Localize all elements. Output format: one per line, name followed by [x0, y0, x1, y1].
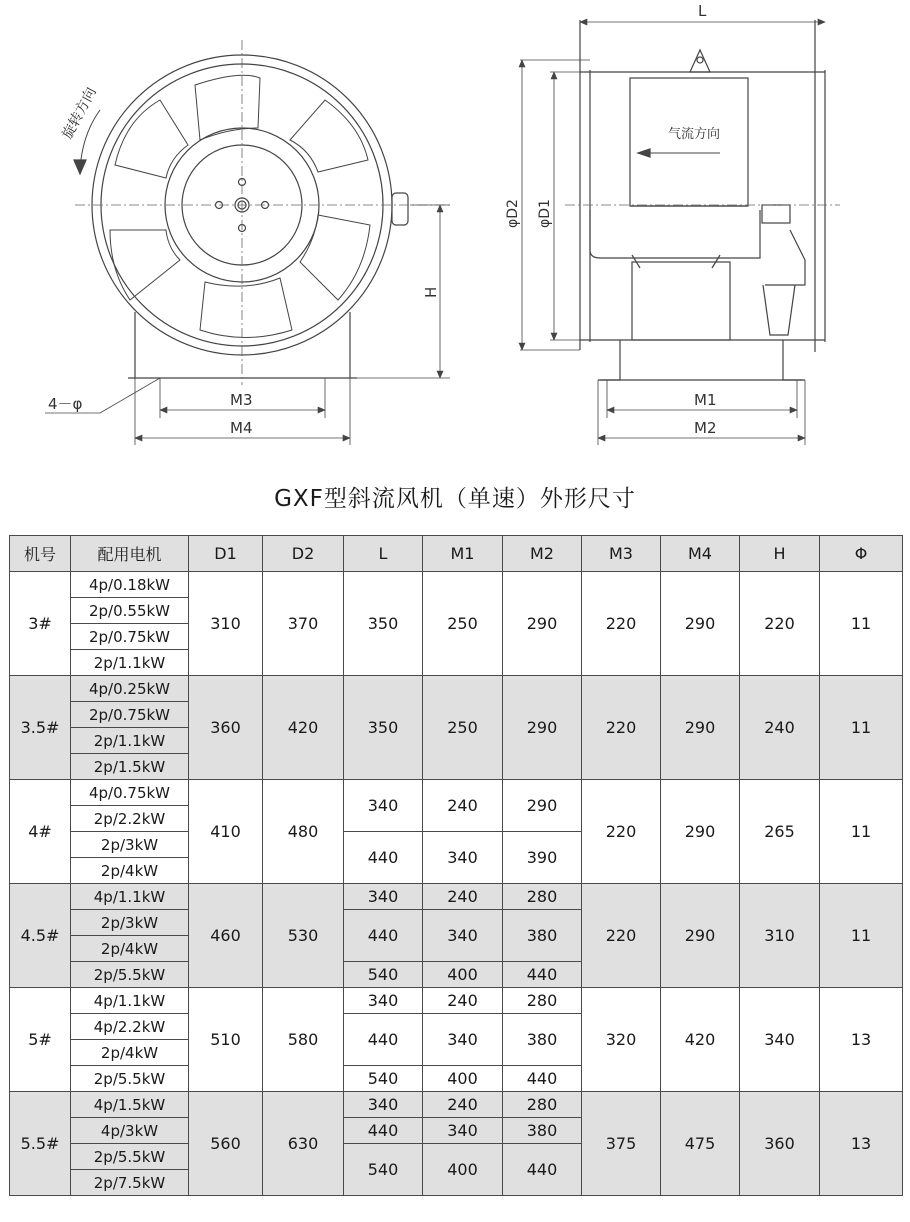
l-cell: 540	[344, 1066, 423, 1092]
motor-cell: 2p/1.5kW	[71, 754, 189, 780]
d2-cell: 420	[263, 676, 344, 780]
table-row	[10, 780, 903, 806]
motor-cell: 2p/7.5kW	[71, 1170, 189, 1196]
l-cell: 540	[344, 962, 423, 988]
m2-cell: 380	[503, 1118, 582, 1144]
motor-cell: 2p/5.5kW	[71, 1066, 189, 1092]
m1-cell: 340	[423, 1014, 503, 1066]
col-header: M3	[582, 536, 661, 572]
m2-cell: 380	[503, 910, 582, 962]
col-header: M2	[503, 536, 582, 572]
m3-cell: 220	[582, 884, 661, 988]
h-cell: 265	[740, 780, 820, 884]
m1-cell: 400	[423, 1144, 503, 1196]
m3-cell: 220	[582, 572, 661, 676]
d1-cell: 360	[189, 676, 263, 780]
d1-cell: 510	[189, 988, 263, 1092]
m3-cell: 220	[582, 676, 661, 780]
hole-label: 4－φ	[48, 395, 83, 413]
m3-cell: 375	[582, 1092, 661, 1196]
m4-cell: 290	[661, 780, 740, 884]
m1-cell: 240	[423, 1092, 503, 1118]
motor-cell: 2p/4kW	[71, 858, 189, 884]
motor-cell: 2p/3kW	[71, 832, 189, 858]
l-cell: 340	[344, 1092, 423, 1118]
model-cell: 5#	[10, 988, 71, 1092]
airflow-direction-label: 气流方向	[668, 127, 721, 142]
l-cell: 440	[344, 1014, 423, 1066]
m2-cell: 440	[503, 962, 582, 988]
col-header: Φ	[820, 536, 903, 572]
model-cell: 3.5#	[10, 676, 71, 780]
motor-cell: 2p/5.5kW	[71, 962, 189, 988]
motor-cell: 2p/3kW	[71, 910, 189, 936]
motor-cell: 4p/1.1kW	[71, 988, 189, 1014]
col-header: M4	[661, 536, 740, 572]
h-cell: 220	[740, 572, 820, 676]
table-header-row	[10, 536, 903, 572]
dim-d1-label: φD1	[537, 199, 553, 228]
l-cell: 440	[344, 1118, 423, 1144]
phi-cell: 11	[820, 572, 903, 676]
motor-cell: 2p/4kW	[71, 936, 189, 962]
m2-cell: 290	[503, 676, 582, 780]
m4-cell: 290	[661, 572, 740, 676]
d1-cell: 310	[189, 572, 263, 676]
model-cell: 4.5#	[10, 884, 71, 988]
motor-cell: 2p/1.1kW	[71, 728, 189, 754]
side-view	[519, 19, 840, 445]
phi-cell: 13	[820, 1092, 903, 1196]
m4-cell: 290	[661, 884, 740, 988]
d1-cell: 410	[189, 780, 263, 884]
phi-cell: 11	[820, 884, 903, 988]
m1-cell: 250	[423, 572, 503, 676]
dim-m4-label: M4	[230, 419, 253, 437]
rotation-direction-label: 旋转方向	[59, 84, 100, 142]
motor-cell: 4p/1.5kW	[71, 1092, 189, 1118]
motor-cell: 2p/4kW	[71, 1040, 189, 1066]
m3-cell: 320	[582, 988, 661, 1092]
model-cell: 3#	[10, 572, 71, 676]
dim-m2-label: M2	[694, 419, 717, 437]
m1-cell: 340	[423, 910, 503, 962]
dim-m1-label: M1	[694, 391, 717, 409]
col-header: 配用电机	[71, 536, 189, 572]
table-row	[10, 572, 903, 598]
l-cell: 350	[344, 572, 423, 676]
d1-cell: 560	[189, 1092, 263, 1196]
m2-cell: 280	[503, 988, 582, 1014]
model-cell: 5.5#	[10, 1092, 71, 1196]
table-row	[10, 1092, 903, 1118]
l-cell: 440	[344, 910, 423, 962]
m1-cell: 340	[423, 1118, 503, 1144]
m2-cell: 380	[503, 1014, 582, 1066]
d2-cell: 630	[263, 1092, 344, 1196]
m1-cell: 240	[423, 988, 503, 1014]
table-row	[10, 988, 903, 1014]
motor-cell: 2p/5.5kW	[71, 1144, 189, 1170]
l-cell: 440	[344, 832, 423, 884]
dim-h-label: H	[422, 286, 440, 298]
d2-cell: 370	[263, 572, 344, 676]
h-cell: 340	[740, 988, 820, 1092]
dimension-table	[9, 535, 903, 1196]
m2-cell: 440	[503, 1144, 582, 1196]
m2-cell: 440	[503, 1066, 582, 1092]
col-header: H	[740, 536, 820, 572]
m1-cell: 400	[423, 1066, 503, 1092]
motor-cell: 2p/0.55kW	[71, 598, 189, 624]
l-cell: 340	[344, 988, 423, 1014]
motor-cell: 4p/0.75kW	[71, 780, 189, 806]
d1-cell: 460	[189, 884, 263, 988]
m2-cell: 290	[503, 572, 582, 676]
phi-cell: 11	[820, 780, 903, 884]
dim-l-label: L	[698, 2, 707, 20]
page-title: GXF型斜流风机（单速）外形尺寸	[274, 486, 636, 512]
m1-cell: 240	[423, 780, 503, 832]
l-cell: 540	[344, 1144, 423, 1196]
m1-cell: 340	[423, 832, 503, 884]
motor-cell: 4p/1.1kW	[71, 884, 189, 910]
d2-cell: 530	[263, 884, 344, 988]
model-cell: 4#	[10, 780, 71, 884]
col-header: D1	[189, 536, 263, 572]
dim-m3-label: M3	[230, 391, 253, 409]
m4-cell: 290	[661, 676, 740, 780]
col-header: 机号	[10, 536, 71, 572]
m4-cell: 420	[661, 988, 740, 1092]
m2-cell: 280	[503, 1092, 582, 1118]
m1-cell: 240	[423, 884, 503, 910]
motor-cell: 4p/0.18kW	[71, 572, 189, 598]
col-header: M1	[423, 536, 503, 572]
motor-cell: 2p/0.75kW	[71, 624, 189, 650]
m2-cell: 390	[503, 832, 582, 884]
motor-cell: 2p/0.75kW	[71, 702, 189, 728]
m1-cell: 250	[423, 676, 503, 780]
m4-cell: 475	[661, 1092, 740, 1196]
front-view	[45, 40, 450, 445]
motor-cell: 2p/1.1kW	[71, 650, 189, 676]
table-row	[10, 884, 903, 910]
col-header: L	[344, 536, 423, 572]
phi-cell: 13	[820, 988, 903, 1092]
h-cell: 240	[740, 676, 820, 780]
l-cell: 340	[344, 884, 423, 910]
motor-cell: 4p/0.25kW	[71, 676, 189, 702]
h-cell: 360	[740, 1092, 820, 1196]
h-cell: 310	[740, 884, 820, 988]
phi-cell: 11	[820, 676, 903, 780]
dim-d2-label: φD2	[505, 199, 521, 228]
m2-cell: 290	[503, 780, 582, 832]
motor-cell: 4p/2.2kW	[71, 1014, 189, 1040]
m3-cell: 220	[582, 780, 661, 884]
l-cell: 350	[344, 676, 423, 780]
table-row	[10, 676, 903, 702]
col-header: D2	[263, 536, 344, 572]
fan-technical-drawing	[0, 0, 910, 470]
m2-cell: 280	[503, 884, 582, 910]
d2-cell: 480	[263, 780, 344, 884]
l-cell: 340	[344, 780, 423, 832]
motor-cell: 2p/2.2kW	[71, 806, 189, 832]
m1-cell: 400	[423, 962, 503, 988]
motor-cell: 4p/3kW	[71, 1118, 189, 1144]
d2-cell: 580	[263, 988, 344, 1092]
